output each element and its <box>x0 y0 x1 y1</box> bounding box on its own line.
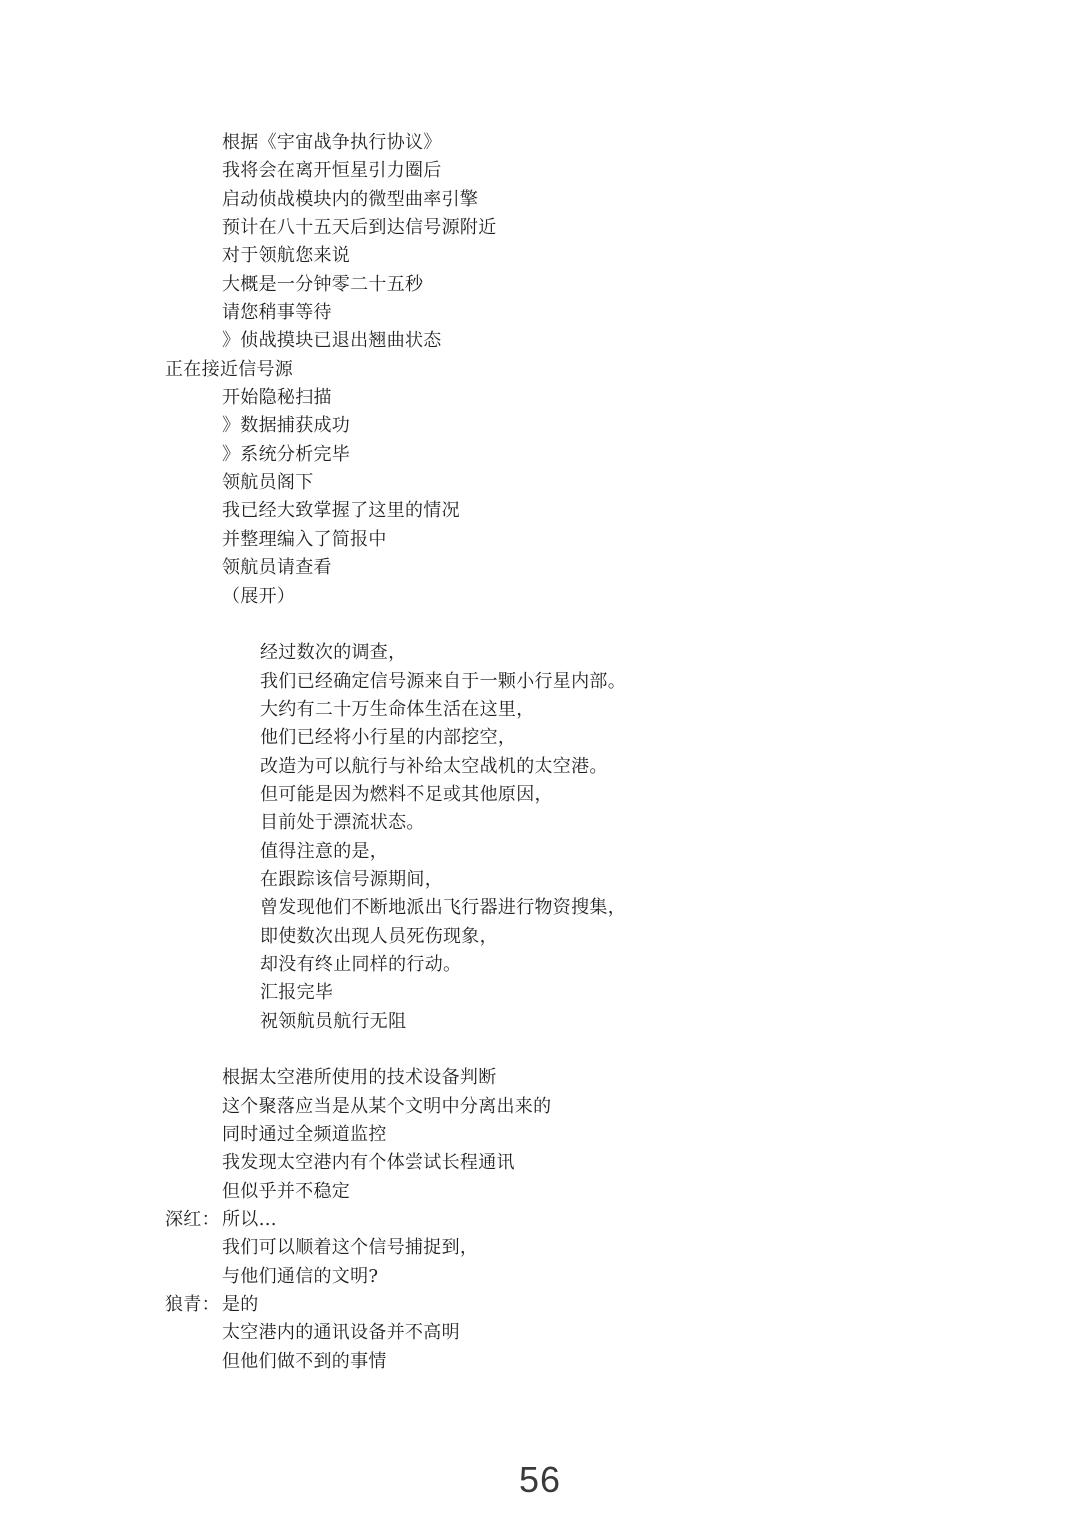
report-line: 即使数次出现人员死伤现象， <box>260 925 498 947</box>
text-line: 并整理编入了简报中 <box>222 528 387 550</box>
report-line: 曾发现他们不断地派出飞行器进行物资搜集， <box>260 897 626 919</box>
text-line: 》数据捕获成功 <box>222 415 351 437</box>
text-line: 领航员阁下 <box>222 472 314 494</box>
text-line: （展开） <box>222 585 296 607</box>
report-line: 但可能是因为燃料不足或其他原因， <box>260 783 553 805</box>
dialogue-line: 与他们通信的文明? <box>222 1265 379 1287</box>
text-line: 启动侦战模块内的微型曲率引擎 <box>222 188 479 210</box>
report-line: 却没有终止同样的行动。 <box>260 953 462 975</box>
text-line: 根据太空港所使用的技术设备判断 <box>222 1067 497 1089</box>
text-line: 根据《宇宙战争执行协议》 <box>222 132 442 153</box>
text-line: 我已经大致掌握了这里的情况 <box>222 500 460 522</box>
report-line: 大约有二十万生命体生活在这里， <box>260 698 535 720</box>
blank-line <box>0 611 1080 639</box>
report-line: 经过数次的调查， <box>260 642 407 664</box>
report-line: 祝领航员航行无阻 <box>260 1010 407 1032</box>
text-line: 领航员请查看 <box>222 557 332 579</box>
report-line: 在跟踪该信号源期间， <box>260 868 443 890</box>
report-line: 改造为可以航行与补给太空战机的太空港。 <box>260 755 608 777</box>
speaker-name: 深红： <box>165 1209 220 1231</box>
speaker-name: 狼青： <box>165 1294 220 1316</box>
text-line: 开始隐秘扫描 <box>222 387 332 409</box>
report-line: 汇报完毕 <box>260 982 334 1004</box>
dialogue-line: 我们可以顺着这个信号捕捉到， <box>222 1237 479 1259</box>
script-text <box>0 129 1080 1376</box>
text-line: 大概是一分钟零二十五秒 <box>222 273 424 295</box>
report-line: 他们已经将小行星的内部挖空， <box>260 727 517 749</box>
text-line: 》系统分析完毕 <box>222 443 351 465</box>
dialogue-line: 但他们做不到的事情 <box>222 1350 387 1372</box>
page-number: 56 <box>518 1459 562 1500</box>
report-line: 目前处于漂流状态。 <box>260 812 425 834</box>
report-line: 我们已经确定信号源来自于一颗小行星内部。 <box>260 670 626 692</box>
blank-line <box>0 1036 1080 1064</box>
dialogue-text: 是的 <box>222 1294 259 1316</box>
dialogue-line <box>0 1206 1080 1234</box>
text-line: 同时通过全频道监控 <box>222 1124 387 1146</box>
text-line: 对于领航您来说 <box>222 245 351 267</box>
dialogue-text: 所以… <box>222 1209 277 1231</box>
outdent-line: 正在接近信号源 <box>165 358 294 380</box>
text-line: 这个聚落应当是从某个文明中分离出来的 <box>222 1095 552 1117</box>
text-line: 我将会在离开恒星引力圈后 <box>222 160 442 182</box>
text-line: 我发现太空港内有个体尝试长程通讯 <box>222 1152 515 1174</box>
dialogue-line <box>0 1291 1080 1319</box>
text-line: 请您稍事等待 <box>222 302 332 324</box>
text-line: 》侦战摸块已退出翘曲状态 <box>222 330 442 352</box>
dialogue-line: 太空港内的通讯设备并不高明 <box>222 1322 460 1344</box>
text-line: 预计在八十五天后到达信号源附近 <box>222 217 497 239</box>
text-line: 但似乎并不稳定 <box>222 1180 351 1202</box>
report-line: 值得注意的是， <box>260 840 389 862</box>
